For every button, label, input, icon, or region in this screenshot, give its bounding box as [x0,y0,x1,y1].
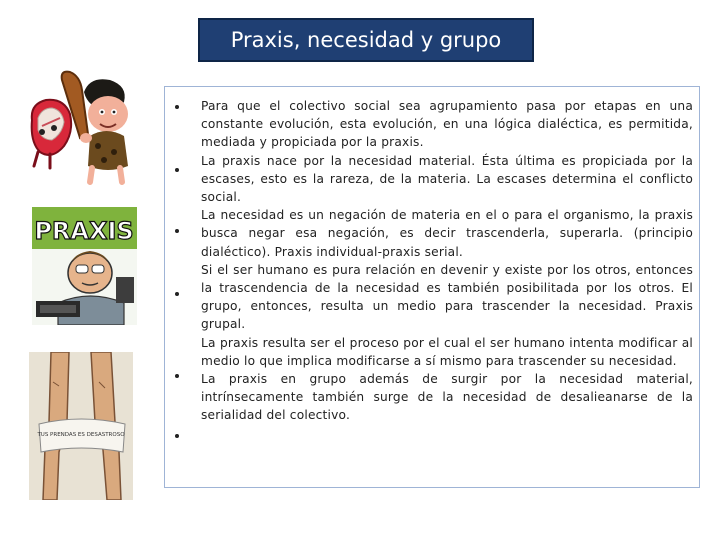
bullet-icon [175,374,179,378]
bullet-column [165,87,195,487]
legs-sign-text: TUS PRENDAS ES DESASTROSO [37,432,125,438]
bullet-icon [175,292,179,296]
praxis-cartoon-image [32,207,137,325]
list-item: Si el ser humano es pura relación en devenir y existe por los otros, entonces la trascendencia de la necesidad es también posibilitada por los otros. El grupo, entonces, resulta un medio para trascender la necesidad. Praxis grupal. [201,262,693,332]
list-item: La necesidad es un negación de materia en el o para el organismo, la praxis busca negar esa negación, es decir trascenderla, superarla. (principio dialéctico). Praxis individual-praxis serial. [201,208,693,259]
list-item: La praxis nace por la necesidad material. Ésta última es propiciada por la escases, esto es la rareza, de la materia. La escases determina el conflicto social. [201,153,693,205]
list-item: Para que el colectivo social sea agrupamiento pasa por etapas en una constante evolución, esta evolución, en una lógica dialéctica, es permitida, mediada y propiciada por la praxis. [201,99,693,150]
caveman-image [24,70,144,188]
steak-icon [32,100,71,168]
bullet-icon [175,434,179,438]
praxis-sign-text: PRAXIS [34,217,134,245]
content-box [164,86,700,488]
slide-title: Praxis, necesidad y grupo [198,18,534,62]
bullet-icon [175,168,179,172]
list-item: La praxis resulta ser el proceso por el cual el ser humano intenta modificar al medio lo que implica modificarse a sí mismo para trascender su necesidad. [201,335,693,368]
bullet-icon [175,229,179,233]
legs-image [29,352,133,500]
bullet-icon [175,105,179,109]
list-item: La praxis en grupo además de surgir por la necesidad material, intrínsecamente también surge de la necesidad de desalieanarse de la serialidad del colectivo. [201,372,693,423]
bullet-list [201,97,693,425]
